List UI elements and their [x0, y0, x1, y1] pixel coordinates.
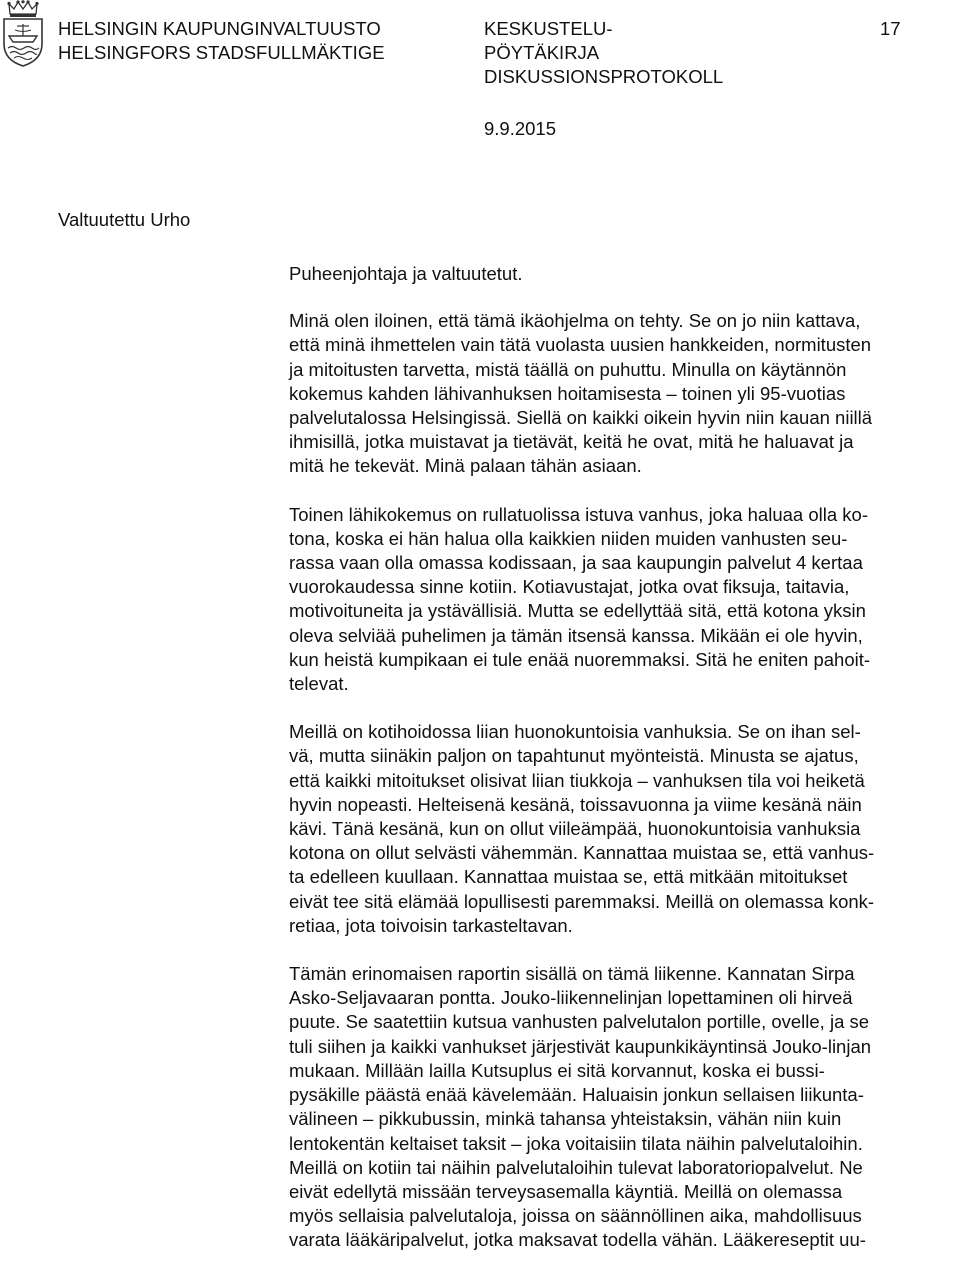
speaker-name: Valtuutettu Urho	[58, 209, 191, 230]
speech-body	[289, 262, 949, 1277]
page-header	[0, 0, 960, 150]
document-type-finnish-line-1: KESKUSTELU-	[484, 18, 613, 39]
organization-name-finnish: HELSINGIN KAUPUNGINVALTUUSTO	[58, 18, 381, 39]
meeting-date: 9.9.2015	[484, 118, 557, 139]
document-type-finnish-line-2: PÖYTÄKIRJA	[484, 42, 600, 63]
speech-paragraph: Toinen lähikokemus on rullatuolissa istuva vanhus, joka haluaa olla ko- tona, koska ei hän halua olla kaikkien niiden muiden vanhusten seu- rassa vaan olla omassa kodissaan, ja saa kaupungin palvelut 4 kertaa vuorokaudessa sinne kotiin. Kotiavustajat, jotka ovat fiksuja, taitavia, motivoituneita ja ystävällisiä. Mutta se edellyttää sitä, että kotona yksin oleva selviää puhelimen ja tämän itsensä kanssa. Mikään ei ole hyvin, kun heistä kumpikaan ei tule enää nuoremmaksi. Sitä he eniten pahoit- televat.	[289, 503, 871, 695]
speech-paragraph: Meillä on kotihoidossa liian huonokuntoisia vanhuksia. Se on ihan sel- vä, mutta siinäkin paljon on tapahtunut myönteistä. Minusta se ajatus, että kaikki mitoitukset olisivat liian tiukkoja – vanhuksen tila voi heiketä hyvin nopeasti. Helteisenä kesänä, toissavuonna ja viime kesänä näin kävi. Tänä kesänä, kun on ollut viileämpää, huonokuntoisia vanhuksia kotona on ollut selvästi vähemmän. Kannattaa muistaa se, että vanhus- ta edelleen kuullaan. Kannattaa muistaa se, että mitkään mitoitukset eivät tee sitä elämää lopullisesti paremmaksi. Meillä on olemassa konk- retiaa, jota toivoisin tarkasteltavan.	[289, 721, 875, 936]
organization-name-swedish: HELSINGFORS STADSFULLMÄKTIGE	[58, 42, 385, 63]
document-type-swedish: DISKUSSIONSPROTOKOLL	[484, 66, 724, 87]
speech-paragraph: Minä olen iloinen, että tämä ikäohjelma on tehty. Se on jo niin kattava, että minä ihmettelen vain tätä vuolasta uusien hankkeiden, normitusten ja mitoitusten tarvetta, mistä täällä on puhuttu. Minulla on käytännön kokemus kahden lähivanhuksen hoitamisesta – toinen yli 95-vuotias palvelutalossa Helsingissä. Siellä on kaikki oikein hyvin niin kauan niillä ihmisillä, jotka muistavat ja tietävät, keitä he ovat, mitä he haluavat ja mitä he tekevät. Minä palaan tähän asiaan.	[289, 310, 873, 477]
page-number: 17	[880, 18, 901, 39]
speech-paragraph: Puheenjohtaja ja valtuutetut.	[289, 263, 523, 284]
speech-paragraph: Tämän erinomaisen raportin sisällä on tämä liikenne. Kannatan Sirpa Asko-Seljavaaran pontta. Jouko-liikennelinjan lopettaminen oli hirveä puute. Se saatettiin kutsua vanhusten palvelutalon portille, ovelle, ja se tuli siihen ja kaikki vanhukset järjestivät kaupunkikäyntinsä Jouko-linjan mukaan. Millään lailla Kutsuplus ei sitä korvannut, koska ei bussi- pysäkille päästä enää kävelemään. Haluaisin jonkun sellaisen liikunta- välineen – pikkubussin, minkä tahansa yhteistaksin, vähän niin kuin lentokentän keltaiset taksit – joka voitaisiin tilata näihin palvelutaloihin. Meillä on kotiin tai näihin palvelutaloihin tulevat laboratoriopalvelut. Ne eivät edellytä missään terveysasemalla käyntiä. Meillä on olemassa myös sellaisia palvelutaloja, joissa on säännöllinen aika, mahdollisuus varata lääkäripalvelut, jotka maksavat todella vähän. Lääkereseptit uu-	[289, 963, 872, 1251]
helsinki-coat-of-arms-icon	[0, 0, 46, 68]
